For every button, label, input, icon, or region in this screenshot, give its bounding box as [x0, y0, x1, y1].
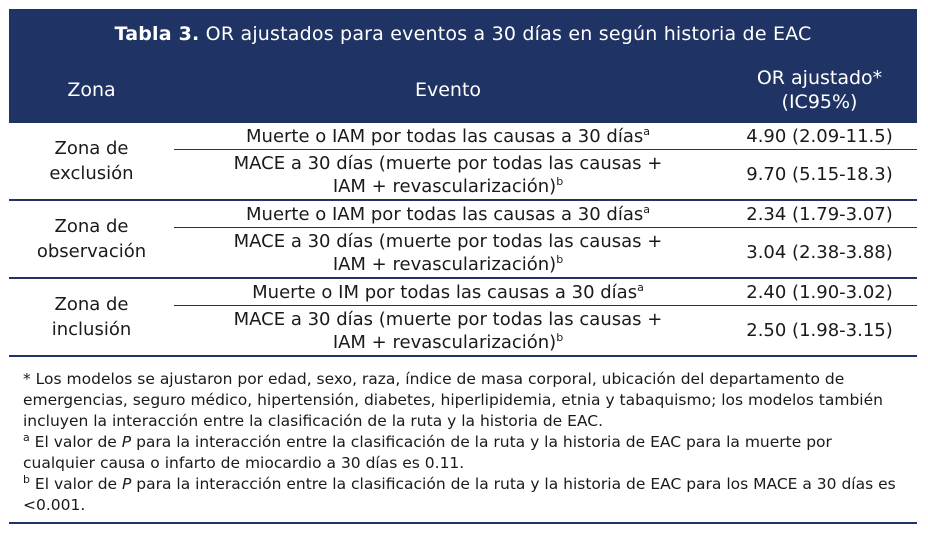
evento-text-line2: IAM + revascularización): [332, 253, 557, 275]
or-value: 4.90 (2.09-11.5): [746, 125, 893, 147]
table-row: [174, 306, 917, 355]
footnote-mark: b: [556, 174, 564, 188]
evento-cell: [174, 279, 722, 305]
table-header: [9, 9, 917, 123]
or-value: 2.34 (1.79-3.07): [746, 203, 893, 225]
group-exclusion: [9, 123, 917, 201]
evento-cell: [174, 201, 722, 227]
or-value: 2.50 (1.98-3.15): [746, 320, 893, 341]
footnote-mark: b: [556, 330, 564, 344]
evento-text-line1: MACE a 30 días (muerte por todas las causas +: [233, 152, 663, 174]
footnote-star-text: Los modelos se ajustaron por edad, sexo, raza, índice de masa corporal, ubicación del departamento de emergencias, seguro médico, hipertensión, diabetes, hiperlipidemia, etnia y tabaquismo; los modelos también incluyen la interacción entre la clasificación de la ruta y la historia de EAC.: [23, 370, 883, 430]
footnote-mark: b: [556, 252, 564, 266]
zona-cell: [9, 201, 174, 277]
zona-label-line2: exclusión: [49, 163, 134, 184]
footnote-star-mark: *: [23, 370, 31, 388]
table-row: [174, 201, 917, 228]
or-table: [9, 9, 917, 524]
zona-label-line2: observación: [36, 241, 147, 262]
zona-cell: [9, 279, 174, 355]
footnote-a: [23, 432, 903, 474]
table-title-text: OR ajustados para eventos a 30 días en según historia de EAC: [199, 23, 812, 45]
footnote-a-mark: a: [23, 430, 30, 444]
footnote-a-pre: El valor de: [29, 433, 122, 451]
footnote-mark: a: [637, 280, 644, 294]
table-title: [9, 23, 917, 45]
table-title-label: Tabla 3.: [114, 23, 200, 45]
footnote-a-p: P: [121, 433, 132, 451]
header-or-line2: (IC95%): [781, 91, 858, 113]
evento-text: Muerte o IM por todas las causas a 30 días: [252, 281, 638, 303]
header-zona: Zona: [67, 79, 116, 101]
evento-text: Muerte o IAM por todas las causas a 30 días: [246, 125, 644, 147]
zona-cell: [9, 123, 174, 199]
evento-text: Muerte o IAM por todas las causas a 30 días: [246, 203, 644, 225]
evento-cell: [174, 150, 722, 199]
zona-label-line1: Zona de: [54, 138, 129, 159]
or-value: 9.70 (5.15-18.3): [746, 164, 893, 185]
group-observacion: [9, 201, 917, 279]
footnote-mark: a: [643, 124, 650, 138]
or-value: 2.40 (1.90-3.02): [746, 281, 893, 303]
table-footnotes: [9, 357, 917, 524]
footnote-b-post: para la interacción entre la clasificación de la ruta y la historia de EAC para los MACE a 30 días es <0.001.: [23, 475, 896, 514]
evento-cell: [174, 228, 722, 277]
footnote-b-mark: b: [23, 472, 30, 486]
evento-cell: [174, 306, 722, 355]
header-or: [722, 66, 917, 114]
footnote-mark: a: [643, 202, 650, 216]
table-row: [174, 228, 917, 277]
evento-cell: [174, 123, 722, 149]
evento-text-line1: MACE a 30 días (muerte por todas las causas +: [233, 230, 663, 252]
evento-text-line1: MACE a 30 días (muerte por todas las causas +: [233, 308, 663, 330]
zona-label-line1: Zona de: [54, 216, 129, 237]
footnote-b: [23, 474, 903, 516]
table-row: [174, 279, 917, 306]
footnote-b-p: P: [122, 475, 132, 493]
table-row: [174, 150, 917, 199]
header-or-line1: OR ajustado*: [756, 67, 883, 89]
table-row: [174, 123, 917, 150]
or-value: 3.04 (2.38-3.88): [746, 242, 893, 263]
group-inclusion: [9, 279, 917, 357]
footnote-b-pre: El valor de: [29, 475, 123, 493]
header-evento: Evento: [414, 79, 482, 101]
zona-label-line2: inclusión: [51, 319, 132, 340]
footnote-a-post: para la interacción entre la clasificación de la ruta y la historia de EAC para la muerte por cualquier causa o infarto de miocardio a 30 días es 0.11.: [23, 433, 832, 472]
evento-text-line2: IAM + revascularización): [332, 175, 557, 197]
evento-text-line2: IAM + revascularización): [332, 331, 557, 353]
zona-label-line1: Zona de: [54, 294, 129, 315]
footnote-star: [23, 369, 903, 432]
